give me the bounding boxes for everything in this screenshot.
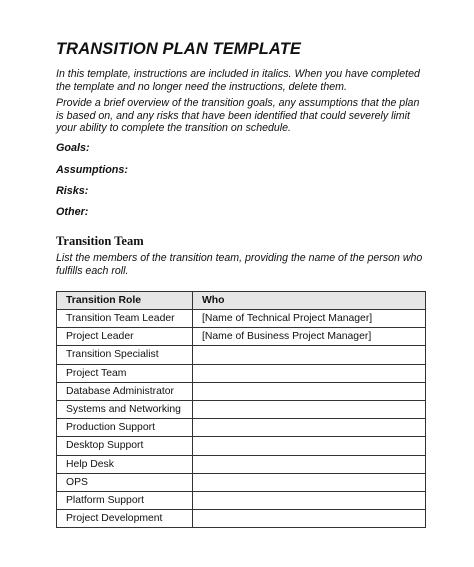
role-cell: Production Support <box>57 419 193 437</box>
risks-label: Risks: <box>56 185 89 197</box>
who-cell <box>193 346 426 364</box>
overview-instruction: Provide a brief overview of the transition goals, any assumptions that the plan is based on, and any risks that have been identified that could severely limit your ability to complete the transition on schedule. <box>56 97 420 134</box>
table-row <box>57 310 426 328</box>
table-row <box>57 437 426 455</box>
who-cell <box>193 455 426 473</box>
other-label: Other: <box>56 206 89 218</box>
header-who: Who <box>193 292 426 310</box>
who-cell <box>193 419 426 437</box>
who-cell: [Name of Business Project Manager] <box>193 328 426 346</box>
who-cell <box>193 510 426 528</box>
table-row <box>57 400 426 418</box>
table-row <box>57 382 426 400</box>
role-cell: Help Desk <box>57 455 193 473</box>
header-transition-role: Transition Role <box>57 292 193 310</box>
transition-team-heading: Transition Team <box>56 234 144 248</box>
role-cell: Platform Support <box>57 491 193 509</box>
role-cell: Transition Team Leader <box>57 310 193 328</box>
role-cell: Project Leader <box>57 328 193 346</box>
table-row <box>57 510 426 528</box>
who-cell <box>193 400 426 418</box>
role-cell: Systems and Networking <box>57 400 193 418</box>
table-row <box>57 346 426 364</box>
goals-label: Goals: <box>56 142 90 154</box>
table-row <box>57 328 426 346</box>
role-cell: Desktop Support <box>57 437 193 455</box>
role-cell: Project Team <box>57 364 193 382</box>
role-cell: Project Development <box>57 510 193 528</box>
who-cell <box>193 473 426 491</box>
transition-team-instruction: List the members of the transition team, providing the name of the person who fulfills each roll. <box>56 252 423 277</box>
who-cell <box>193 491 426 509</box>
who-cell <box>193 437 426 455</box>
assumptions-label: Assumptions: <box>56 164 128 176</box>
role-cell: OPS <box>57 473 193 491</box>
table-row <box>57 419 426 437</box>
who-cell <box>193 364 426 382</box>
document-title: TRANSITION PLAN TEMPLATE <box>56 40 302 58</box>
table-row <box>57 455 426 473</box>
table-row <box>57 473 426 491</box>
role-cell: Database Administrator <box>57 382 193 400</box>
who-cell: [Name of Technical Project Manager] <box>193 310 426 328</box>
intro-instruction: In this template, instructions are included in italics. When you have completed the template and no longer need the instructions, delete them. <box>56 68 420 93</box>
table-row <box>57 364 426 382</box>
transition-team-table <box>56 291 426 528</box>
who-cell <box>193 382 426 400</box>
table-header-row <box>57 292 426 310</box>
table-row <box>57 491 426 509</box>
role-cell: Transition Specialist <box>57 346 193 364</box>
